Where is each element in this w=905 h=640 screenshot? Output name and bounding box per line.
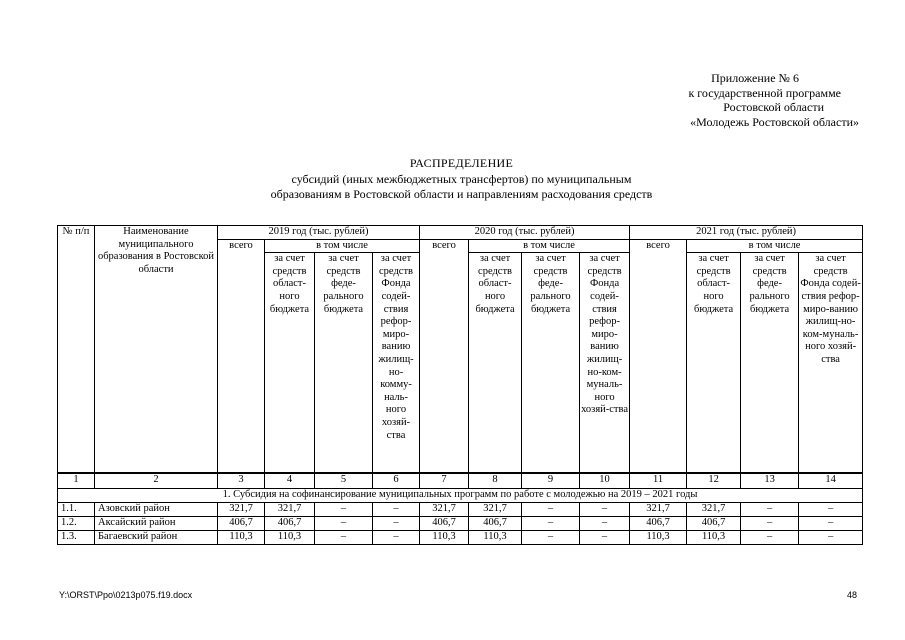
footer-file-path: Y:\ORST\Ppo\0213p075.f19.docx (59, 590, 193, 600)
cell-value: – (315, 516, 373, 530)
header-regional-2020: за счет средств област-ного бюджета (469, 253, 522, 473)
title-line-2: субсидий (иных межбюджетных трансфертов) по муниципальным (291, 171, 632, 186)
col-num: 1 (58, 473, 95, 489)
header-including-2021: в том числе (687, 239, 863, 253)
table-row (58, 530, 863, 544)
cell-value: – (580, 502, 630, 516)
col-num: 4 (265, 473, 315, 489)
cell-value: 406,7 (265, 516, 315, 530)
cell-value: – (522, 502, 580, 516)
cell-value: 406,7 (630, 516, 687, 530)
cell-value: – (315, 502, 373, 516)
appendix-line-3: Ростовской области (723, 100, 824, 114)
header-federal-2021: за счет средств феде-рального бюджета (741, 253, 799, 473)
header-including-2020: в том числе (469, 239, 630, 253)
cell-value: – (522, 530, 580, 544)
distribution-table (57, 225, 863, 545)
column-number-row (58, 473, 863, 489)
header-total-2019: всего (218, 239, 265, 473)
col-num: 2 (95, 473, 218, 489)
cell-value: 321,7 (630, 502, 687, 516)
header-municipality: Наименование муниципального образования в Ростовской области (95, 226, 218, 473)
cell-value: – (373, 502, 420, 516)
header-including-2019: в том числе (265, 239, 420, 253)
row-code: 1.2. (58, 516, 95, 530)
cell-value: – (741, 502, 799, 516)
section-row (58, 488, 863, 502)
col-num: 9 (522, 473, 580, 489)
header-fund-2020: за счет средств Фонда содей-ствия рефор-миро-ванию жилищ-но-ком-муналь-ного хозяй-ства (580, 253, 630, 473)
col-num: 14 (799, 473, 863, 489)
header-number: № п/п (58, 226, 95, 473)
page-number: 48 (846, 590, 857, 600)
cell-value: 321,7 (265, 502, 315, 516)
row-municipality: Азовский район (95, 502, 218, 516)
cell-value: 321,7 (218, 502, 265, 516)
appendix-line-4: «Молодежь Ростовской области» (690, 114, 859, 129)
header-total-2020: всего (420, 239, 469, 473)
col-num: 7 (420, 473, 469, 489)
header-fund-2019: за счет средств Фонда содей-ствия рефор-миро-ванию жилищ-но-комму-наль-ного хозяй-ства (373, 253, 420, 473)
header-federal-2020: за счет средств феде-рального бюджета (522, 253, 580, 473)
cell-value: – (799, 516, 863, 530)
cell-value: – (799, 530, 863, 544)
row-municipality: Багаевский район (95, 530, 218, 544)
col-num: 3 (218, 473, 265, 489)
cell-value: – (522, 516, 580, 530)
cell-value: – (315, 530, 373, 544)
cell-value: – (373, 516, 420, 530)
title-heading: РАСПРЕДЕЛЕНИЕ (409, 156, 514, 170)
header-total-2021: всего (630, 239, 687, 473)
table-row (58, 502, 863, 516)
appendix-line-2: к государственной программе (688, 85, 841, 100)
cell-value: 110,3 (265, 530, 315, 544)
cell-value: 406,7 (687, 516, 741, 530)
cell-value: – (373, 530, 420, 544)
cell-value: 110,3 (630, 530, 687, 544)
row-code: 1.3. (58, 530, 95, 544)
cell-value: 406,7 (469, 516, 522, 530)
col-num: 8 (469, 473, 522, 489)
cell-value: 110,3 (420, 530, 469, 544)
row-code: 1.1. (58, 502, 95, 516)
header-year-2020: 2020 год (тыс. рублей) (420, 226, 630, 240)
header-federal-2019: за счет средств феде-рального бюджета (315, 253, 373, 473)
cell-value: – (580, 530, 630, 544)
header-year-2021: 2021 год (тыс. рублей) (630, 226, 863, 240)
title-line-3: образованиям в Ростовской области и направлениям расходования средств (270, 187, 653, 201)
col-num: 10 (580, 473, 630, 489)
appendix-block (559, 71, 859, 129)
cell-value: 321,7 (687, 502, 741, 516)
cell-value: 110,3 (687, 530, 741, 544)
cell-value: – (741, 516, 799, 530)
cell-value: 406,7 (420, 516, 469, 530)
document-title (180, 156, 743, 203)
cell-value: 110,3 (469, 530, 522, 544)
header-year-2019: 2019 год (тыс. рублей) (218, 226, 420, 240)
cell-value: 321,7 (469, 502, 522, 516)
cell-value: – (799, 502, 863, 516)
cell-value: 110,3 (218, 530, 265, 544)
col-num: 5 (315, 473, 373, 489)
appendix-line-1: Приложение № 6 (711, 71, 799, 85)
col-num: 12 (687, 473, 741, 489)
cell-value: – (580, 516, 630, 530)
header-regional-2019: за счет средств област-ного бюджета (265, 253, 315, 473)
col-num: 6 (373, 473, 420, 489)
cell-value: – (741, 530, 799, 544)
row-municipality: Аксайский район (95, 516, 218, 530)
header-fund-2021: за счет средств Фонда содей-ствия рефор-миро-ванию жилищ-но-ком-муналь-ного хозяй-ства (799, 253, 863, 473)
header-regional-2021: за счет средств област-ного бюджета (687, 253, 741, 473)
cell-value: 406,7 (218, 516, 265, 530)
table-row (58, 516, 863, 530)
col-num: 11 (630, 473, 687, 489)
col-num: 13 (741, 473, 799, 489)
cell-value: 321,7 (420, 502, 469, 516)
section-title: 1. Субсидия на софинансирование муниципальных программ по работе с молодежью на 2019 – 2021 годы (58, 488, 863, 502)
